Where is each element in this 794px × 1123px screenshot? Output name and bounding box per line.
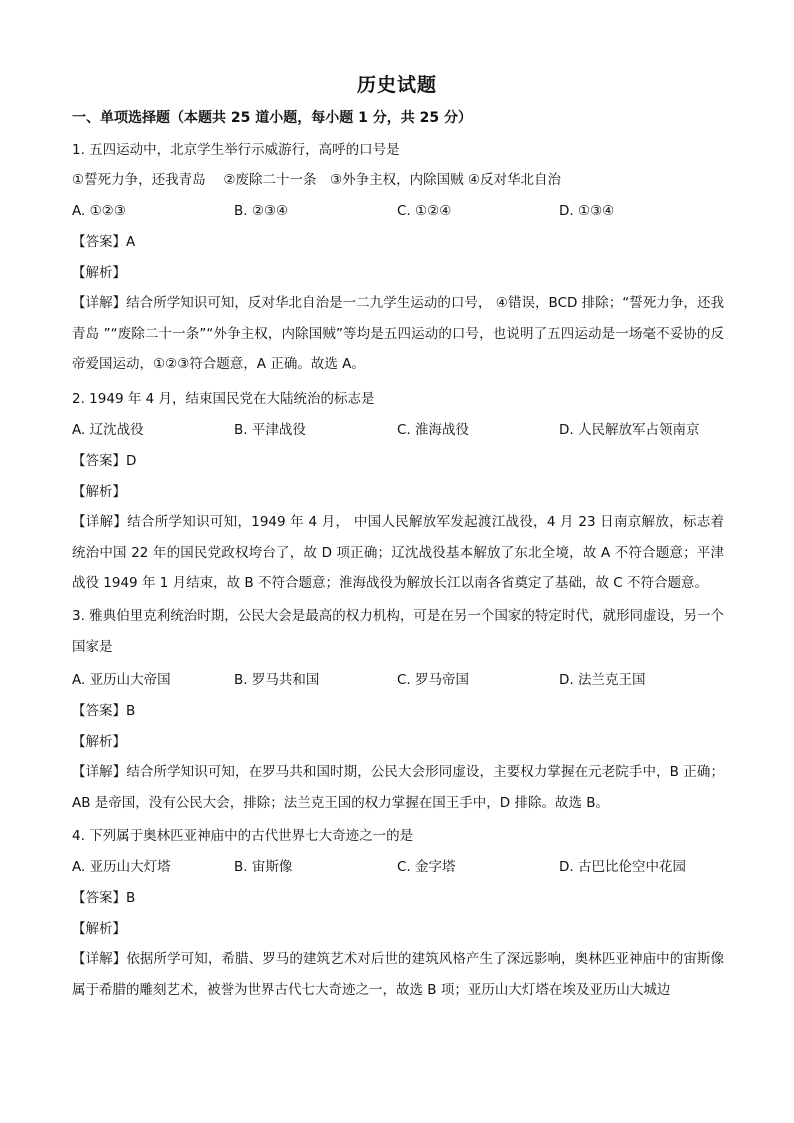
question-1-stem: 1. 五四运动中，北京学生举行示威游行，高呼的口号是 xyxy=(72,142,400,158)
option-d: D. ①③④ xyxy=(559,203,615,219)
option-b: B. 平津战役 xyxy=(234,422,306,438)
option-b: B. 罗马共和国 xyxy=(234,672,320,688)
option-a: A. 辽沈战役 xyxy=(72,422,144,438)
question-4-stem: 4. 下列属于奥林匹亚神庙中的古代世界七大奇迹之一的是 xyxy=(72,828,414,844)
question-3-stem: 3. 雅典伯里克利统治时期，公民大会是最高的权力机构，可是在另一个国家的特定时代，就形同虚设，另一个国家是 xyxy=(72,608,724,655)
option-a: A. 亚历山大帝国 xyxy=(72,672,171,688)
option-a: A. ①②③ xyxy=(72,203,126,219)
option-c: C. 淮海战役 xyxy=(397,422,470,438)
option-c: C. 金字塔 xyxy=(397,859,456,875)
question-3-analysis-label: 【解析】 xyxy=(72,734,126,750)
option-c: C. ①②④ xyxy=(397,203,452,219)
question-3-detail: 【详解】结合所学知识可知，在罗马共和国时期，公民大会形同虚设，主要权力掌握在元老院手中，B 正确；AB 是帝国，没有公民大会，排除；法兰克王国的权力掌握在国王手中，D 排除。故选 B。 xyxy=(72,764,724,811)
question-1-answer: 【答案】A xyxy=(72,234,136,250)
question-4-detail: 【详解】依据所学可知，希腊、罗马的建筑艺术对后世的建筑风格产生了深远影响，奥林匹亚神庙中的宙斯像属于希腊的雕刻艺术，被誉为世界古代七大奇迹之一，故选 B 项；亚历山大灯塔在埃及亚历山大城边 xyxy=(72,951,724,998)
question-1-detail: 【详解】结合所学知识可知，反对华北自治是一二九学生运动的口号， ④错误，BCD 排除；“誓死力争，还我青岛 ”“废除二十一条”“外争主权，内除国贼”等均是五四运动的口号，也说明了五四运动是一场毫不妥协的反帝爱国运动，①②③符合题意，A 正确。故选 A。 xyxy=(72,295,724,372)
question-4-analysis-label: 【解析】 xyxy=(72,921,126,937)
page-title: 历史试题 xyxy=(356,74,437,96)
option-a: A. 亚历山大灯塔 xyxy=(72,859,171,875)
question-2-answer: 【答案】D xyxy=(72,453,137,469)
question-4-answer: 【答案】B xyxy=(72,890,136,906)
question-2-detail: 【详解】结合所学知识可知，1949 年 4 月， 中国人民解放军发起渡江战役，4 月 23 日南京解放，标志着统治中国 22 年的国民党政权垮台了，故 D 项正确；辽沈战役基本解放了东北全境，故 A 不符合题意；平津战役 1949 年 1 月结束，故 B 不符合题意；淮海战役为解放长江以南各省奠定了基础，故 C 不符合题意。 xyxy=(72,514,724,591)
option-d: D. 古巴比伦空中花园 xyxy=(559,859,686,875)
option-d: D. 人民解放军占领南京 xyxy=(559,422,700,438)
question-3-answer: 【答案】B xyxy=(72,703,136,719)
section-heading: 一、单项选择题（本题共 25 道小题，每小题 1 分，共 25 分） xyxy=(72,110,472,126)
question-1-analysis-label: 【解析】 xyxy=(72,265,126,281)
option-c: C. 罗马帝国 xyxy=(397,672,470,688)
question-2-stem: 2. 1949 年 4 月，结束国民党在大陆统治的标志是 xyxy=(72,391,375,407)
option-b: B. 宙斯像 xyxy=(234,859,293,875)
option-b: B. ②③④ xyxy=(234,203,289,219)
question-1-items: ①誓死力争，还我青岛 ②废除二十一条 ③外争主权，内除国贼 ④反对华北自治 xyxy=(72,172,561,188)
option-d: D. 法兰克王国 xyxy=(559,672,646,688)
question-2-analysis-label: 【解析】 xyxy=(72,484,126,500)
